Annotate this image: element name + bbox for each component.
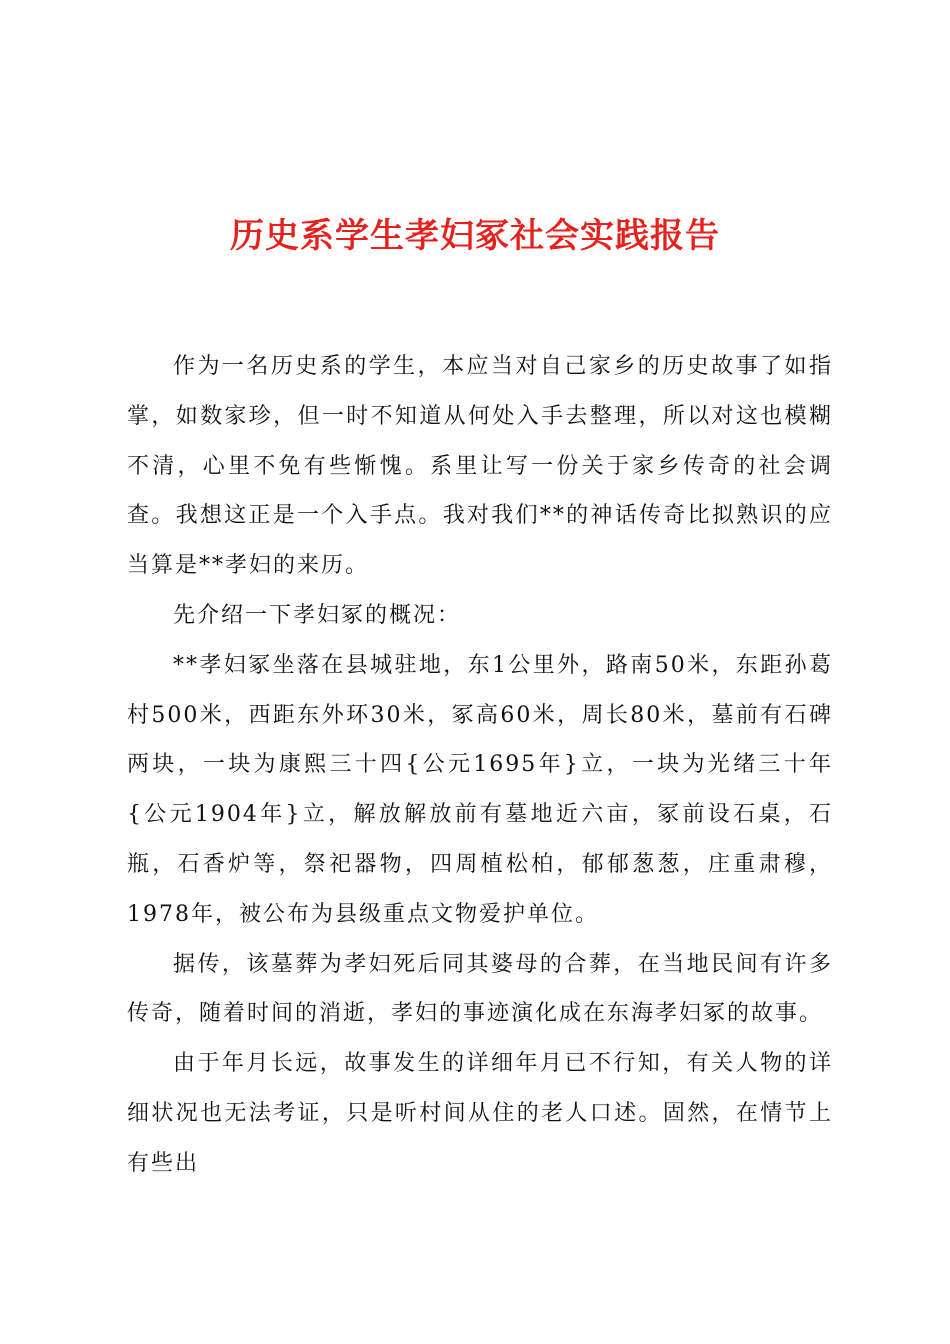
paragraph-overview-heading: 先介绍一下孝妇冢的概况： bbox=[173, 602, 462, 628]
page-title: 历史系学生孝妇冢社会实践报告 bbox=[230, 216, 720, 256]
paragraph-intro: 作为一名历史系的学生，本应当对自己家乡的历史故事了如指掌，如数家珍，但一时不知道从何处入手去整理，所以对这也模糊不清，心里不免有些惭愧。系里让写一份关于家乡传奇的社会调查。我想这正是一个入手点。我对我们**的神话传奇比拟熟识的应当算是**孝妇的来历。 bbox=[127, 354, 833, 579]
paragraph-legend: 据传，该墓葬为孝妇死后同其婆母的合葬，在当地民间有许多传奇，随着时间的消逝，孝妇的事迹演化成在东海孝妇冢的故事。 bbox=[127, 951, 833, 1027]
document-body bbox=[127, 342, 833, 1189]
paragraph-history-note: 由于年月长远，故事发生的详细年月已不行知，有关人物的详细状况也无法考证，只是听村间从住的老人口述。固然，在情节上有些出 bbox=[127, 1051, 833, 1176]
paragraph-tomb-description: **孝妇冢坐落在县城驻地，东1公里外，路南50米，东距孙葛村500米，西距东外环30米，冢高60米，周长80米，墓前有石碑两块，一块为康熙三十四{公元1695年}立，一块为光绪三十年{公元1904年}立，解放解放前有墓地近六亩，冢前设石桌，石瓶，石香炉等，祭祀器物，四周植松柏，郁郁葱葱，庄重肃穆，1978年，被公布为县级重点文物爱护单位。 bbox=[127, 652, 833, 927]
